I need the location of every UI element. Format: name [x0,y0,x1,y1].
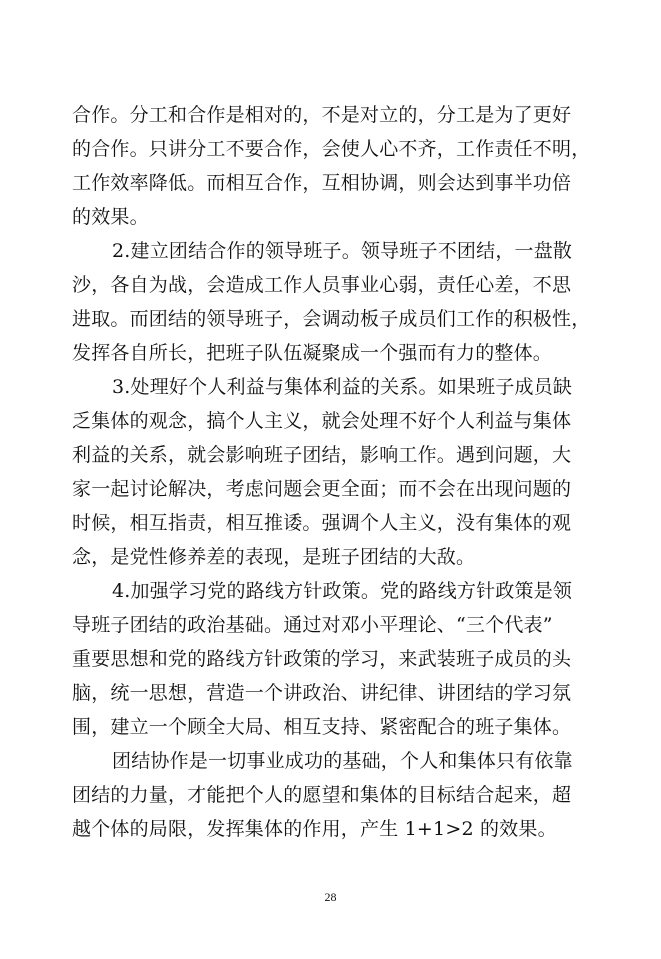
page-number: 28 [324,890,337,904]
text-line: 乏集体的观念，搞个人主义，就会处理不好个人利益与集体 [72,410,572,432]
paragraph-4-start: 4.加强学习党的路线方针政策。党的路线方针政策是领 [112,580,573,602]
text-line: 工作效率降低。而相互合作，互相协调，则会达到事半功倍 [72,172,572,194]
text-line: 越个体的局限，发挥集体的作用，产生 1+1>2 的效果。 [72,818,557,840]
text-line: 发挥各自所长，把班子队伍凝聚成一个强而有力的整体。 [72,342,553,364]
text-line: 围，建立一个顾全大局、相互支持、紧密配合的班子集体。 [72,716,572,738]
text-line: 利益的关系，就会影响班子团结，影响工作。遇到问题，大 [72,444,572,466]
paragraph-2-start: 2.建立团结合作的领导班子。领导班子不团结，一盘散 [112,240,573,262]
paragraph-5-start: 团结协作是一切事业成功的基础，个人和集体只有依靠 [112,750,573,772]
text-line: 合作。分工和合作是相对的，不是对立的，分工是为了更好 [72,104,572,126]
text-line: 的效果。 [72,206,149,228]
text-line: 家一起讨论解决，考虑问题会更全面；而不会在出现问题的 [72,478,572,500]
text-line: 沙，各自为战，会造成工作人员事业心弱，责任心差，不思 [72,274,572,296]
paragraph-3-start: 3.处理好个人利益与集体利益的关系。如果班子成员缺 [112,376,573,398]
text-line: 重要思想和党的路线方针政策的学习，来武装班子成员的头 [72,648,572,670]
text-line: 念，是党性修养差的表现，是班子团结的大敌。 [72,546,476,568]
text-line: 脑，统一思想，营造一个讲政治、讲纪律、讲团结的学习氛 [72,682,572,704]
text-line: 团结的力量，才能把个人的愿望和集体的目标结合起来，超 [72,784,572,806]
text-line: 进取。而团结的领导班子，会调动板子成员们工作的积极性， [72,308,591,330]
text-line: 导班子团结的政治基础。通过对邓小平理论、“三个代表” [72,614,553,636]
body-text [72,98,592,846]
text-line: 时候，相互指责，相互推诿。强调个人主义，没有集体的观 [72,512,572,534]
text-line: 的合作。只讲分工不要合作，会使人心不齐，工作责任不明， [72,138,591,160]
